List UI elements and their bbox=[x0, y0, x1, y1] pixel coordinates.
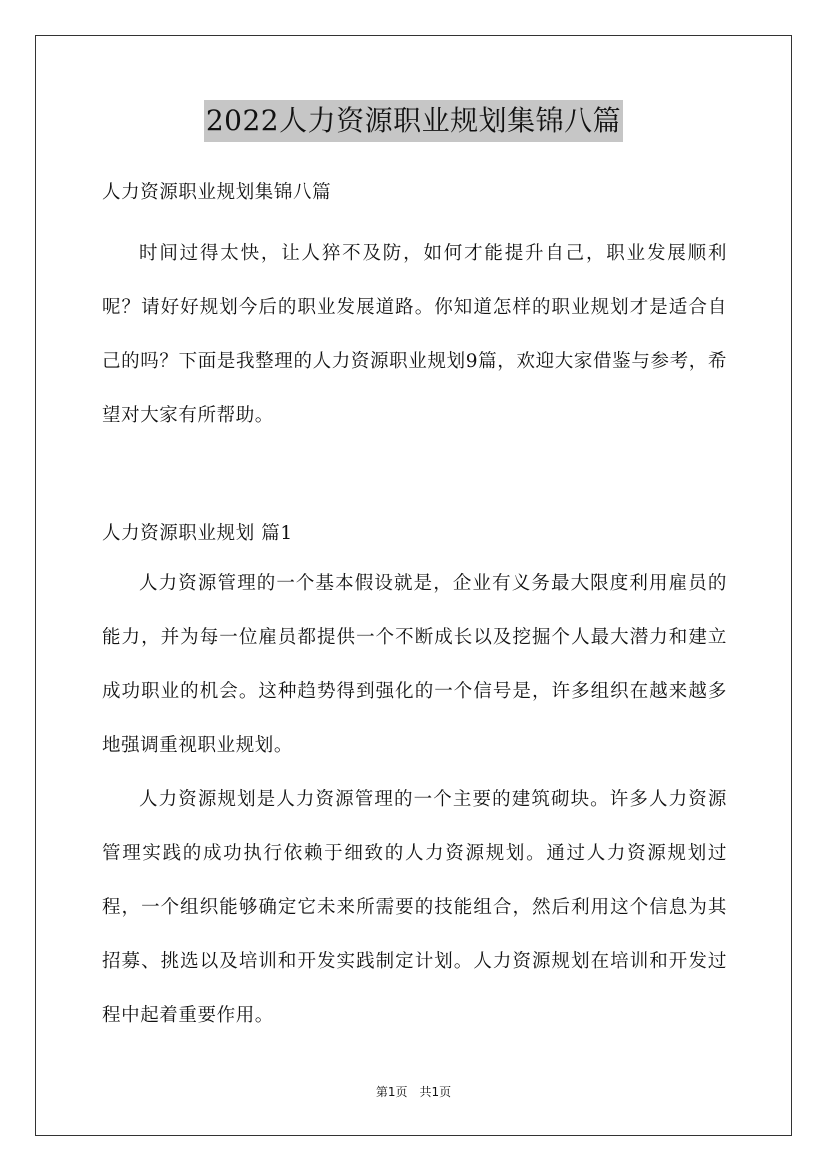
body-paragraph: 人力资源规划是人力资源管理的一个主要的建筑砌块。许多人力资源管理实践的成功执行依赖于细致的人力资源规划。通过人力资源规划过程，一个组织能够确定它未来所需要的技能组合，然后利用这个信息为其招募、挑选以及培训和开发实践制定计划。人力资源规划在培训和开发过程中起着重要作用。 bbox=[102, 789, 727, 1026]
document-subtitle: 人力资源职业规划集锦八篇 bbox=[102, 182, 332, 203]
page-total: 共1页 bbox=[419, 1085, 452, 1099]
intro-paragraph: 时间过得太快，让人猝不及防，如何才能提升自己，职业发展顺利呢？请好好规划今后的职业发展道路。你知道怎样的职业规划才是适合自己的吗？下面是我整理的人力资源职业规划9篇，欢迎大家借鉴与参考，希望对大家有所帮助。 bbox=[102, 243, 727, 426]
document-body bbox=[102, 174, 727, 1043]
section-heading: 人力资源职业规划 篇1 bbox=[102, 523, 293, 544]
page-footer bbox=[0, 1084, 827, 1100]
title-wrap bbox=[0, 100, 827, 142]
document-title: 2022人力资源职业规划集锦八篇 bbox=[204, 100, 623, 142]
page-number: 第1页 bbox=[375, 1085, 408, 1099]
body-paragraph: 人力资源管理的一个基本假设就是，企业有义务最大限度利用雇员的能力，并为每一位雇员都提供一个不断成长以及挖掘个人最大潜力和建立成功职业的机会。这种趋势得到强化的一个信号是，许多组织在越来越多地强调重视职业规划。 bbox=[102, 573, 727, 756]
